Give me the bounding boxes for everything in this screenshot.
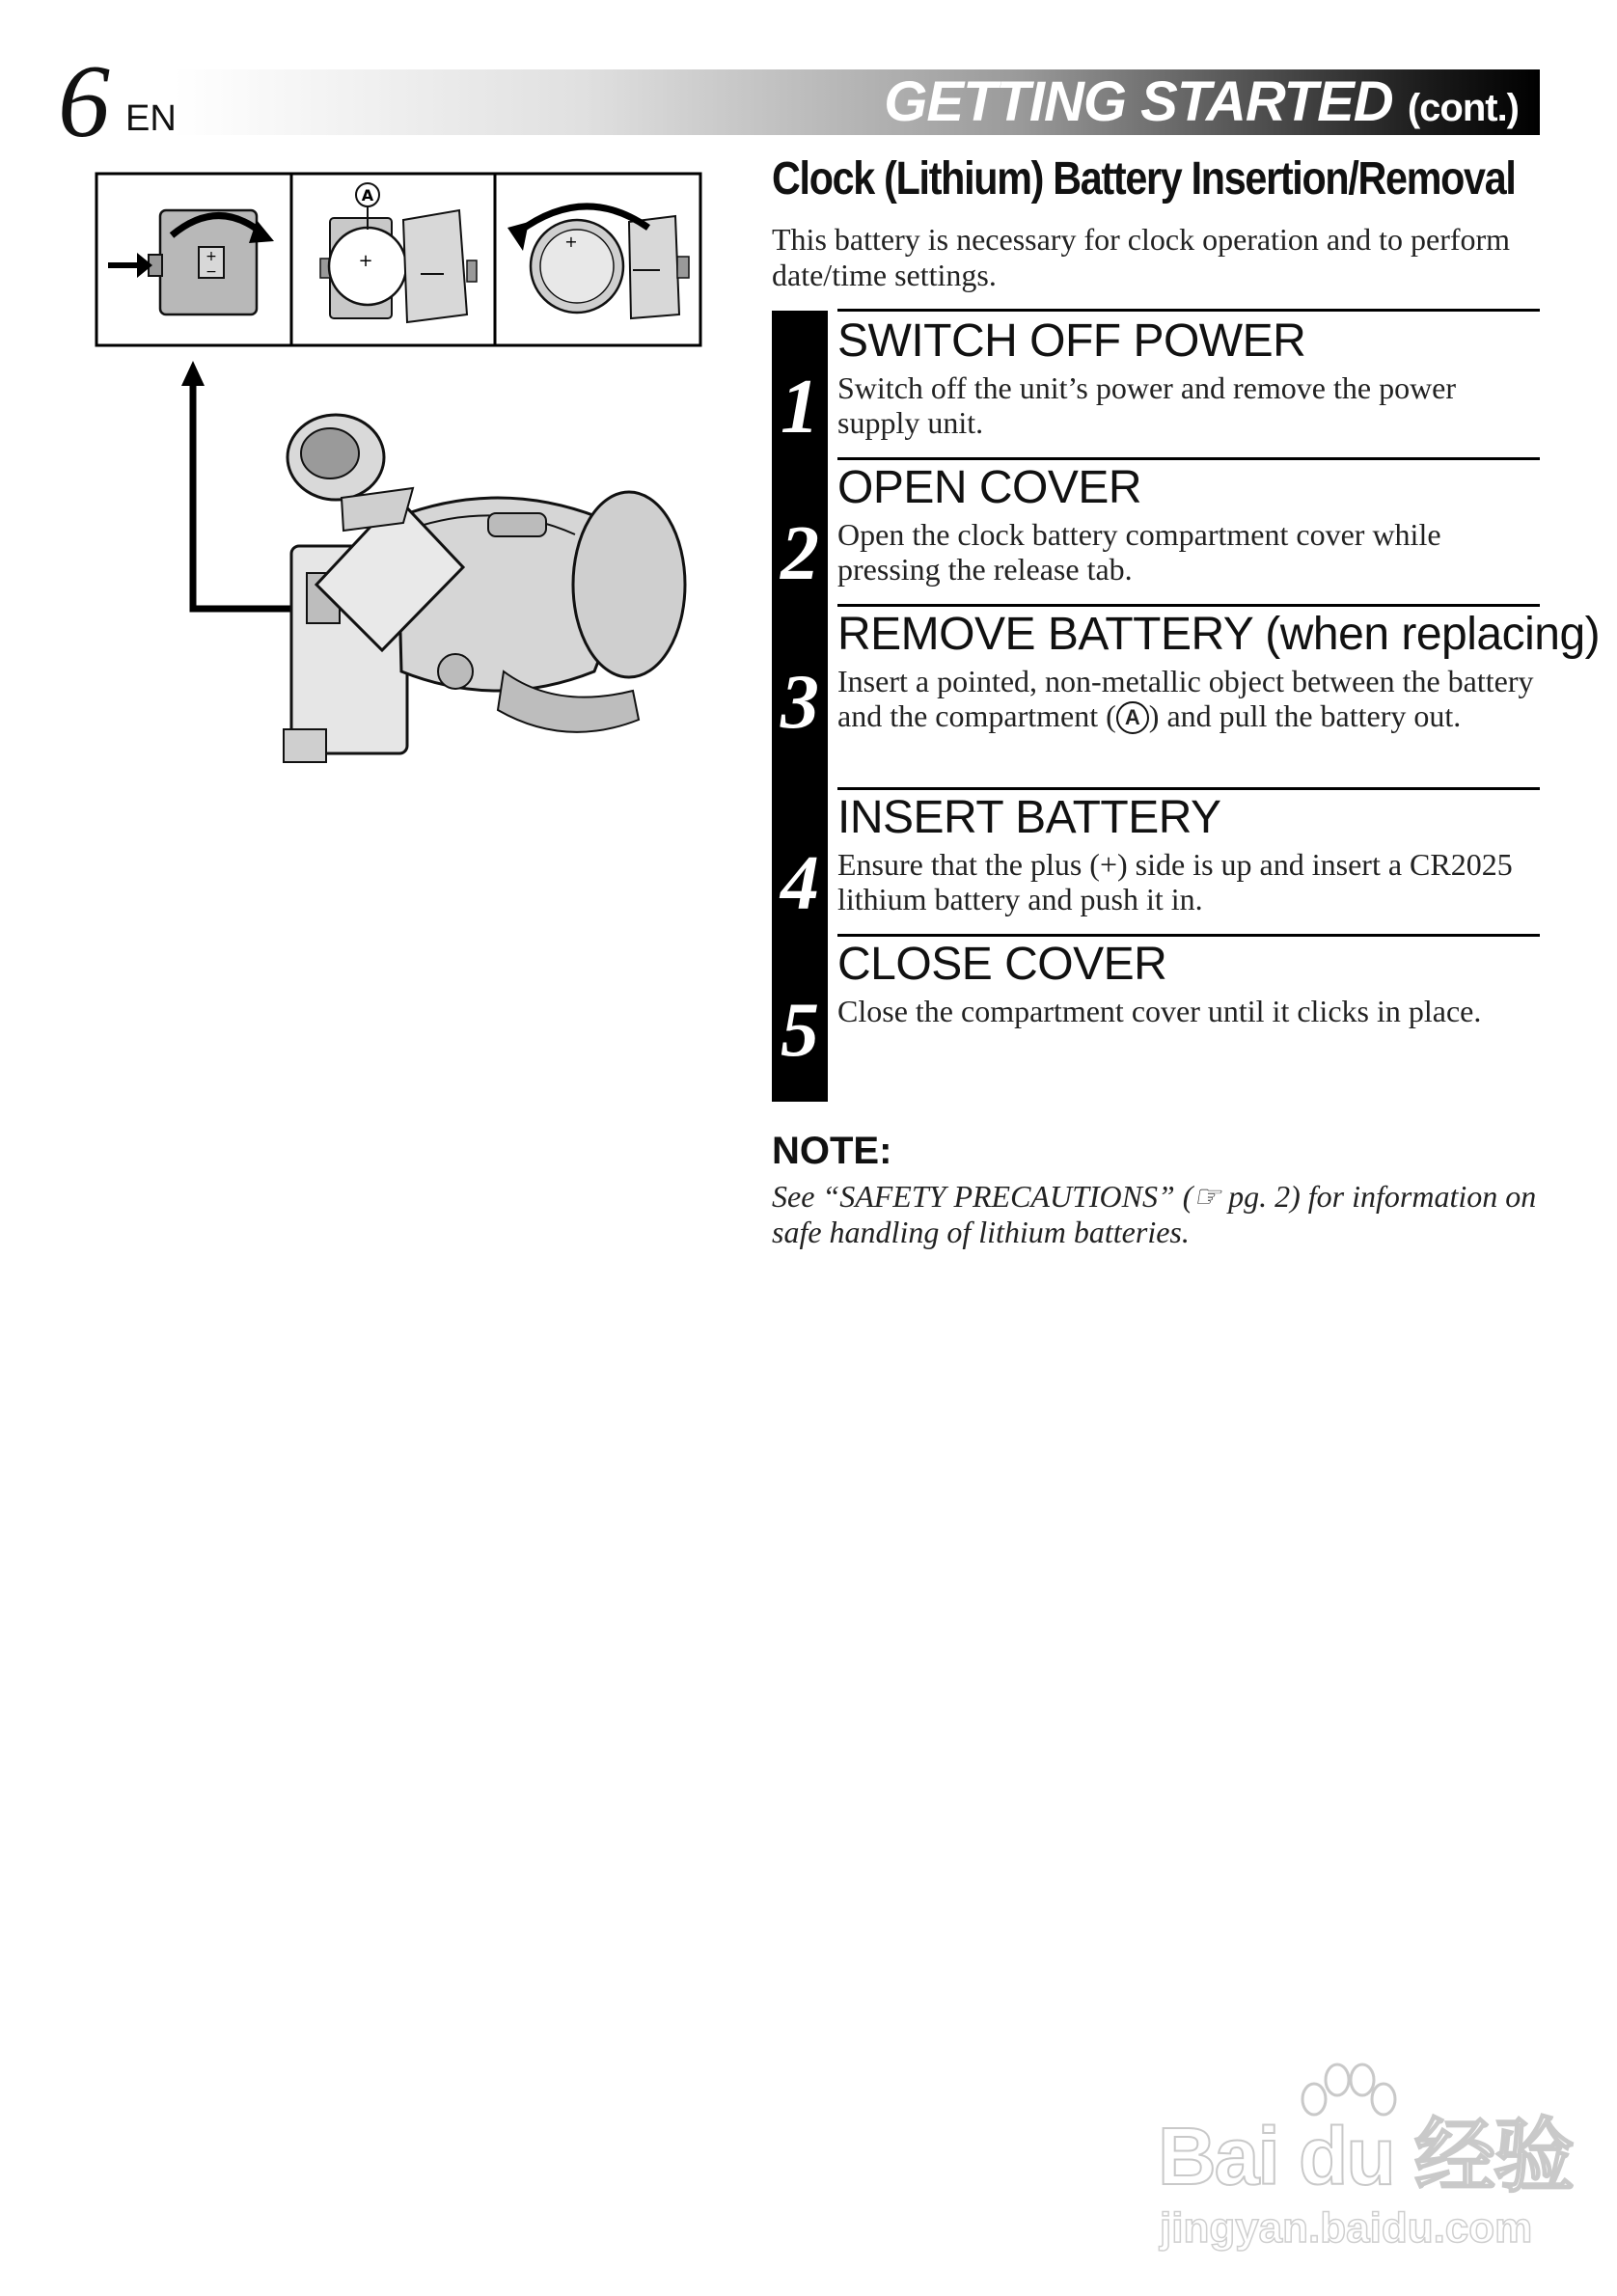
section-title-text: GETTING STARTED — [884, 70, 1393, 133]
step-3-heading: REMOVE BATTERY (when replacing) — [837, 609, 1601, 660]
step-1-heading: SWITCH OFF POWER — [837, 315, 1306, 367]
step-5-heading: CLOSE COVER — [837, 939, 1167, 990]
step-3-body — [837, 664, 1542, 734]
step-5-number: 5 — [781, 988, 819, 1073]
step-divider — [837, 787, 1540, 790]
section-title — [884, 71, 1519, 139]
step-3-body-before: Insert a pointed, non-metallic object between the battery and the compartment ( — [837, 664, 1534, 733]
panel3-plus-label: + — [564, 232, 578, 251]
watermark-url: jingyan.baidu.com — [1160, 2204, 1533, 2252]
step-4-heading: INSERT BATTERY — [837, 792, 1221, 843]
callout-a-icon: A — [1116, 701, 1149, 734]
pointer-arrow-icon — [181, 361, 205, 386]
step-4-number: 4 — [781, 841, 819, 926]
main-title: Clock (Lithium) Battery Insertion/Removal — [772, 153, 1516, 205]
step-2-number: 2 — [781, 511, 819, 596]
step-4-body: Ensure that the plus (+) side is up and insert a CR2025 lithium battery and push it in. — [837, 847, 1513, 916]
camcorder-icon — [284, 415, 685, 762]
battery-illustration — [93, 170, 710, 806]
section-title-suffix: (cont.) — [1407, 87, 1519, 129]
step-divider — [837, 457, 1540, 460]
step-divider — [837, 934, 1540, 937]
step-3-number: 3 — [781, 660, 819, 745]
step-3-body-after: ) and pull the battery out. — [1148, 698, 1462, 733]
battery-plus-label: + — [358, 251, 373, 271]
note-label: NOTE: — [772, 1130, 892, 1172]
watermark-logo: Bai du 经验 — [1158, 2111, 1574, 2201]
minus-label: − — [206, 264, 217, 280]
step-divider — [837, 604, 1540, 607]
callout-label: A — [361, 186, 374, 205]
plus-label: + — [206, 249, 217, 264]
page-language: EN — [125, 98, 177, 139]
step-2-heading: OPEN COVER — [837, 462, 1142, 513]
step-1-number: 1 — [781, 365, 819, 450]
step-divider — [837, 309, 1540, 312]
page-number: 6 — [58, 44, 110, 159]
intro-text: This battery is necessary for clock operation and to perform date/time settings. — [772, 222, 1511, 292]
step-1-body: Switch off the unit’s power and remove the power supply unit. — [837, 370, 1457, 440]
step-2-body: Open the clock battery compartment cover while pressing the release tab. — [837, 517, 1441, 587]
note-text: See “SAFETY PRECAUTIONS” (☞ pg. 2) for information on safe handling of lithium batteries. — [772, 1179, 1537, 1249]
step-5-body: Close the compartment cover until it clicks in place. — [837, 994, 1482, 1028]
